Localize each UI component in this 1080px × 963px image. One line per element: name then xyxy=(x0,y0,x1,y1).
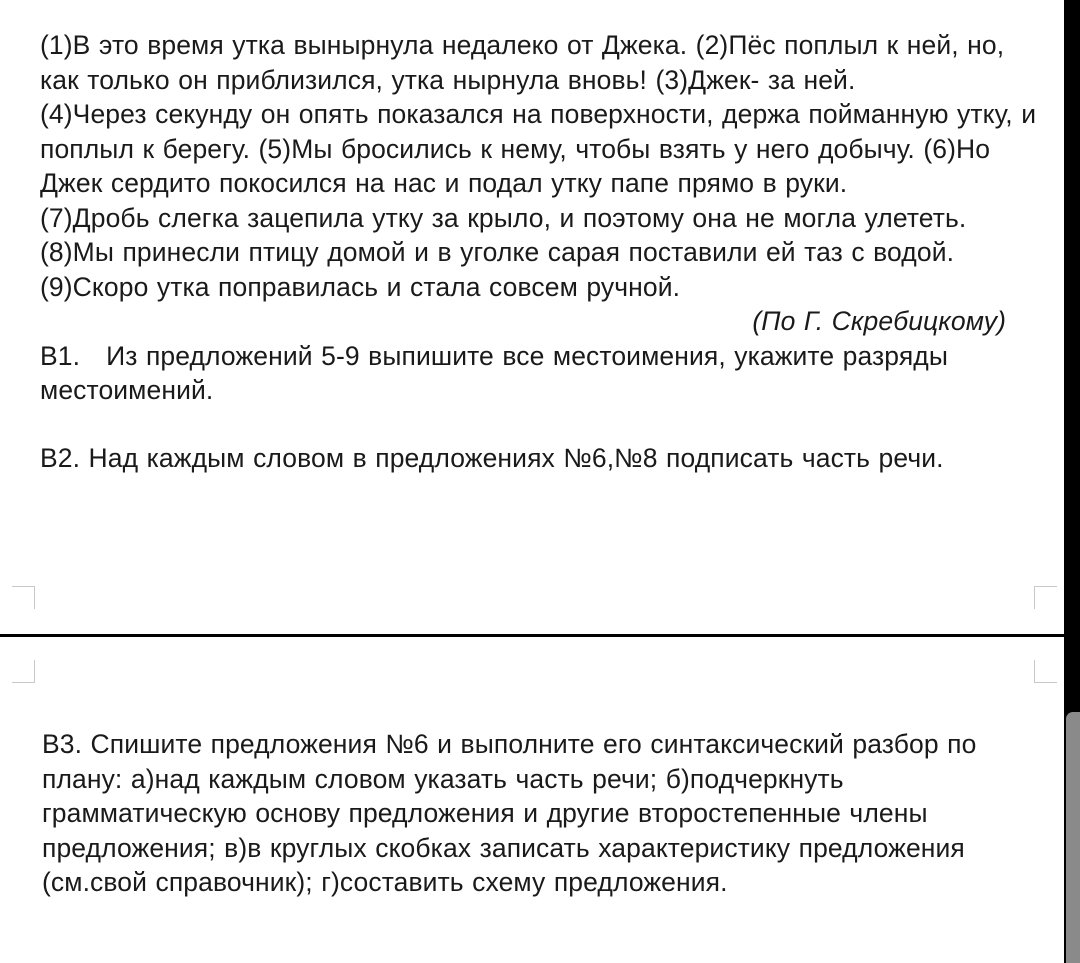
page-1-content xyxy=(40,28,1040,475)
document-page-2 xyxy=(0,637,1064,963)
vertical-scrollbar-thumb[interactable] xyxy=(1066,712,1080,963)
margin-corner-marker xyxy=(1034,586,1057,609)
task-b2: В2. Над каждым словом в предложениях №6,№8 подписать часть речи. xyxy=(40,442,944,473)
task-b1 xyxy=(40,339,1040,408)
task-b3: В3. Спишите предложения №6 и выполните его синтаксический разбор по плану: а)над каждым словом указать часть речи; б)подчеркнуть грамматическую основу предложения и другие второстепенные члены предложения; в)в круглых скобках записать характеристику предложения (см.свой справочник); г)составить схему предложения. xyxy=(42,729,977,897)
margin-corner-marker xyxy=(12,586,35,609)
story-paragraph-3: (7)Дробь слегка зацепила утку за крыло, и поэтому она не могла улететь. (8)Мы принесли птицу домой и в уголке сарая поставили ей таз с водой. (9)Скоро утка поправилась и стала совсем ручной. xyxy=(40,202,967,302)
task-b1-number: В1. xyxy=(40,340,81,371)
task-b1-text: Из предложений 5-9 выпишите все местоимения, укажите разряды местоимений. xyxy=(40,340,949,405)
page-2-content xyxy=(42,727,1042,900)
story-paragraph-1: (1)В это время утка вынырнула недалеко от Джека. (2)Пёс поплыл к ней, но, как только он приблизился, утка нырнула вновь! (3)Джек- за ней. xyxy=(40,30,1005,95)
margin-corner-marker xyxy=(12,660,35,683)
spacer xyxy=(40,408,1040,441)
margin-corner-marker xyxy=(1034,660,1057,683)
story-paragraph-2: (4)Через секунду он опять показался на поверхности, держа пойманную утку, и поплыл к берегу. (5)Мы бросились к нему, чтобы взять у него добычу. (6)Но Джек сердито покосился на нас и подал утку папе прямо в руки. xyxy=(40,99,1037,198)
story-author: (По Г. Скребицкому) xyxy=(752,306,1006,336)
